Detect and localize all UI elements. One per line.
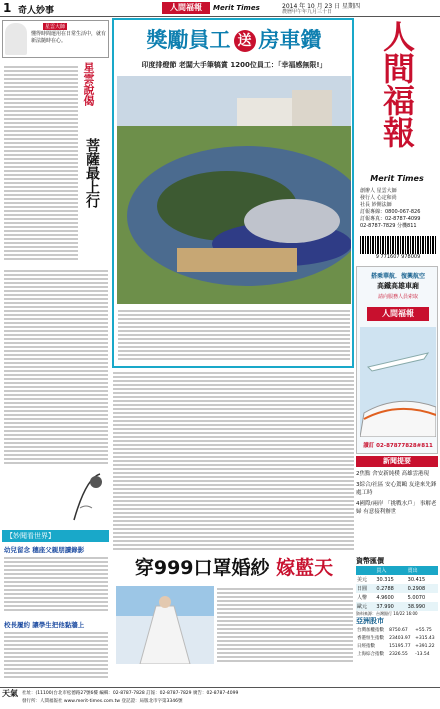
index-name: 上海綜合指數 [357,652,384,657]
table-row [356,593,438,602]
top-story-photo [117,76,351,304]
top-story-title-right: 房車鑽 [258,28,322,52]
news-item-3: 4國際/兩岸 「挑戰水戶」 事解老婦 有意接利辦世 [356,501,437,515]
world-story-1-title: 幼兒留念 穗座父親朋讀錄影 [4,546,85,554]
ad-phone: 讀訂 02-87877828#811 [363,443,433,449]
index-name: 香港恒生指數 [357,636,384,641]
contact-line-3: 02-8787-7829 分機811 [360,223,417,229]
exchange-rates [356,556,438,614]
table-row [356,602,438,611]
world-story-1-body [4,555,108,615]
currency: 日圓 [357,586,368,592]
exchange-col: 賣出 [407,568,418,574]
buy-rate: 4.9600 [376,594,394,601]
masthead-small-english: Merit Times [213,4,260,12]
index-name: 台灣加權指數 [357,628,384,633]
feature-tag-label: 星雲說偈 [82,62,95,106]
top-story [112,18,354,368]
index-change: -13.54 [415,651,430,657]
sell-rate: 5.0070 [407,594,426,601]
index-change: +55.75 [415,627,432,633]
airline-ad [356,266,438,454]
index-value: 2326.55 [389,651,408,657]
world-header: 【妙聞看世界】 [2,530,109,542]
ad-image [360,327,436,437]
main-headline [113,555,355,581]
page-footer [0,687,440,709]
sell-rate: 30.415 [407,576,426,583]
news-header: 新聞提要 [356,456,438,467]
index-change: +391.22 [415,643,435,649]
issue-date: 2014 年 10 月 23 日 星期四 [282,3,360,10]
index-value: 8750.67 [389,627,408,633]
buy-rate: 0.2788 [376,585,394,592]
footer-line-1: 社址：(11100)台北市松德路27號6樓 編輯：02-8787-7828 訂報：02-8787-7829 廣告：02-8787-4099 [22,691,239,696]
news-item-2: 3綜合/社區 安心駕鷗 友達來先鋒處工時 [356,482,437,496]
stock-table [356,626,438,658]
stock-header: 亞洲股市 [356,617,384,625]
news-item-1: 2焦點 舍安新純樸 高雄雲港現 [356,471,429,477]
currency: 美元 [357,577,368,583]
ad-title: 搭乘華航．復興航空 [370,273,425,280]
footer-line-2: 發行所：人間福報社 www.merit-times.com.tw 登記證：局版北市字第3346號 [22,699,183,704]
index-name: 日經指數 [357,644,375,649]
publisher-line-1: 創辦人 星雲大師 [360,188,397,194]
ad-sub: 高鐵高雄車廂 [377,282,419,290]
masthead-chars: 人間福報 [378,20,416,148]
publisher-line-3: 社長 妙開法師 [360,202,392,208]
exchange-col: 買入 [376,568,387,574]
sell-rate: 0.2908 [407,585,426,592]
top-story-title [118,24,350,56]
master-quote-box [2,20,109,58]
feature-body-text [4,64,78,264]
table-row [356,650,438,658]
masthead-small-logo: 人間福報 [162,2,210,14]
sell-rate: 38.990 [407,603,426,610]
barcode-number: 9 771607 978009 [375,254,421,260]
exchange-table [356,566,438,611]
exchange-note: 資料來源：台灣銀行 10/22 16:00 [356,611,418,616]
master-avatar [5,23,27,55]
publisher-info [360,188,436,230]
exchange-head-row [356,566,438,575]
index-value: 15195.77 [389,643,411,649]
main-story-photo [116,586,214,664]
top-story-subtitle: 印度排燈節 老闆大手筆犒賞 1200位員工：「幸福感無限!」 [141,61,327,69]
feature-body-text-2 [4,268,108,468]
world-story-2-title: 校長履約 讓學生把他黏牆上 [4,621,85,629]
top-story-body [118,308,350,364]
contact-line-1: 訂報專線：0800-067-826 [360,209,421,215]
table-row [356,626,438,634]
page-number: 1 [3,1,12,15]
buy-rate: 37.990 [376,603,394,610]
feature-title-text: 菩薩最上行 [84,138,100,208]
master-quote: 懂得時間運用在日常生活中，就有新法隨時在心。 [31,31,107,44]
barcode [360,236,436,262]
main-headline-left: 穿999口罩婚紗 [134,557,270,579]
master-label: 星雲大師 [45,24,66,30]
section-title: 奇人妙事 [18,6,55,16]
index-value: 23403.97 [389,635,411,641]
table-row [356,634,438,642]
currency: 人幣 [357,595,368,601]
top-story-title-mid: 送 [234,30,256,52]
page-header [0,0,440,17]
ad-brand: 人間福報 [367,307,429,321]
contact-line-2: 訂報專真：02-8787-4099 [360,216,421,222]
ink-illustration [66,468,108,526]
masthead-block [356,18,438,264]
exchange-col [356,566,375,575]
left-column [0,18,111,686]
currency: 歐元 [357,604,368,610]
table-row [356,584,438,593]
exchange-header: 資幣匯價 [356,557,384,565]
feature-title [82,138,108,208]
masthead-title [356,20,438,170]
main-headline-right: 嫁藍天 [276,557,334,579]
news-digest [356,456,438,554]
lunar-date: 農曆甲午年九月三十日 [282,9,333,15]
weather-label: 天氣 [2,689,18,698]
asian-stocks [356,616,438,668]
index-change: +315.43 [415,635,435,641]
top-story-title-left: 獎勵員工 [146,28,231,52]
ad-note: 請向服務人員索取 [377,294,418,300]
publisher-line-2: 發行人 心定和尚 [360,195,397,201]
main-story-body [217,586,353,666]
world-story-2-body [4,630,108,684]
table-row [356,575,438,584]
masthead-english: Merit Times [370,174,424,183]
mid-article-body [113,370,354,554]
table-row [356,642,438,650]
buy-rate: 30.315 [376,576,394,583]
feature-tag [80,62,108,106]
barcode-bars [360,236,436,254]
